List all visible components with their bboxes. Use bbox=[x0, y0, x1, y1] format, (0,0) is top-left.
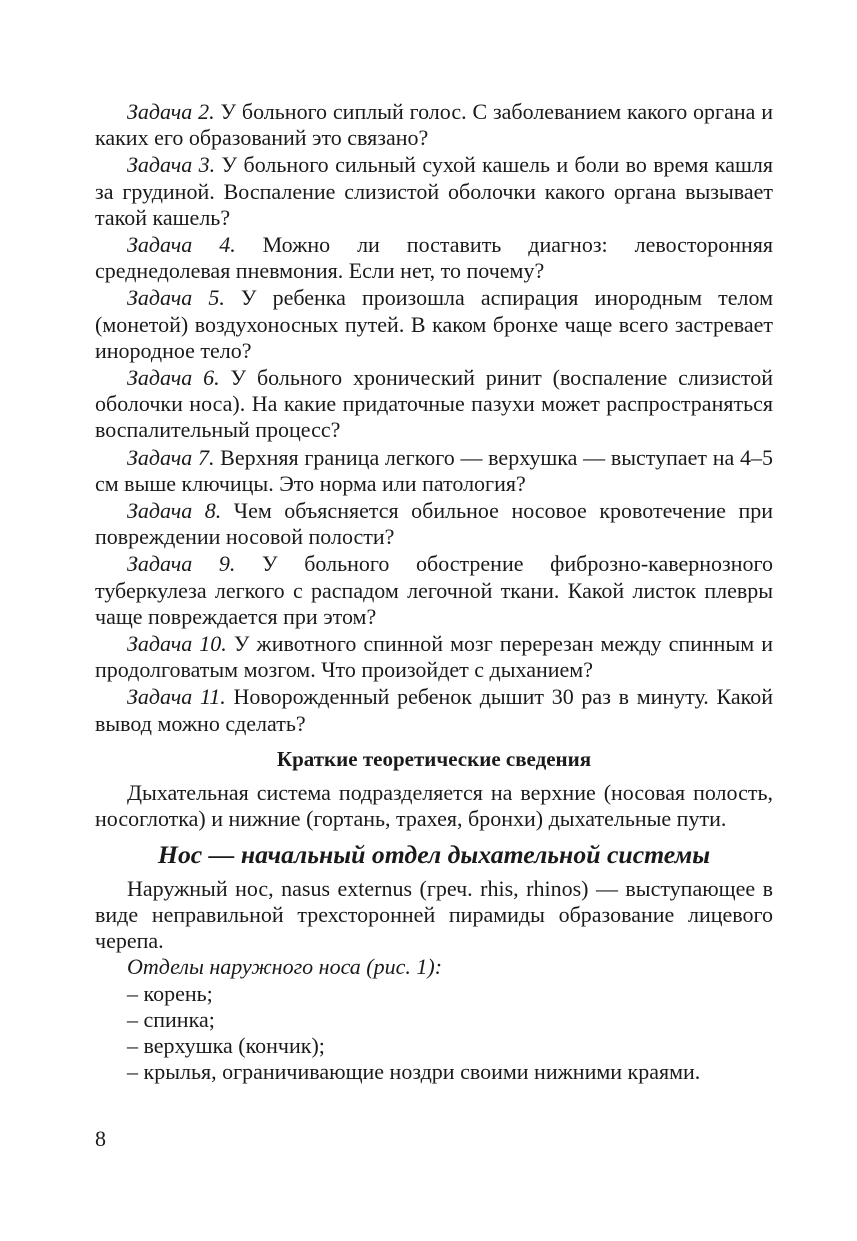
task-text: Новорожденный ребенок дышит 30 раз в минуту. Какой вывод можно сделать? bbox=[95, 684, 773, 736]
task-list bbox=[95, 99, 773, 737]
section-heading: Краткие теоретические сведения bbox=[276, 746, 592, 771]
task-paragraph bbox=[95, 232, 773, 284]
task-text: У больного обострение фиброзно-кавернозного туберкулеза легкого с распадом легочной ткани. Какой листок плевры чаще повреждается при этом? bbox=[95, 551, 774, 629]
nose-sections-list bbox=[95, 981, 773, 1086]
task-label: Задача 3. bbox=[127, 152, 216, 178]
list-item: – спинка; bbox=[127, 1006, 215, 1032]
task-label: Задача 11. bbox=[127, 684, 226, 710]
list-item: – крылья, ограничивающие ноздри своими нижними краями. bbox=[127, 1059, 701, 1085]
task-label: Задача 10. bbox=[127, 631, 227, 657]
task-label: Задача 2. bbox=[127, 99, 215, 124]
nose-paragraph: Наружный нос, nasus externus (греч. rhis, rhinos) — выступающее в виде неправильной трехсторонней пирамиды образование лицевого черепа. bbox=[95, 875, 773, 954]
list-item: – верхушка (кончик); bbox=[127, 1032, 325, 1058]
task-label: Задача 8. bbox=[127, 498, 222, 524]
task-paragraph bbox=[95, 285, 773, 364]
task-text: У больного сильный сухой кашель и боли во время кашля за грудиной. Воспаление слизистой оболочки какого органа вызывает такой кашель? bbox=[95, 152, 773, 230]
intro-paragraph: Дыхательная система подразделяется на верхние (носовая полость, носоглотка) и нижние (гортань, трахея, бронхи) дыхательные пути. bbox=[95, 780, 773, 832]
task-label: Задача 4. bbox=[127, 232, 236, 258]
task-paragraph bbox=[95, 631, 773, 683]
task-label: Задача 9. bbox=[127, 551, 236, 577]
task-text: У больного сиплый голос. С заболеванием какого органа и каких его образований это связано? bbox=[95, 99, 774, 151]
task-paragraph bbox=[95, 365, 773, 444]
task-text: Можно ли поставить диагноз: левосторонняя среднедолевая пневмония. Если нет, то почему? bbox=[95, 232, 774, 284]
task-label: Задача 6. bbox=[127, 365, 220, 391]
task-text: У больного хронический ринит (воспаление слизистой оболочки носа). На какие придаточные пазухи может распространяться воспалительный процесс? bbox=[95, 365, 774, 443]
page-content bbox=[95, 99, 773, 1085]
task-paragraph bbox=[95, 684, 773, 736]
task-text: У животного спинной мозг перерезан между спинным и продолговатым мозгом. Что произойдет с дыханием? bbox=[95, 631, 774, 683]
task-text: У ребенка произошла аспирация инородным телом (монетой) воздухоносных путей. В каком бронхе чаще всего застревает инородное тело? bbox=[95, 285, 774, 363]
task-text: Верхняя граница легкого — верхушка — выступает на 4–5 см выше ключицы. Это норма или патология? bbox=[95, 444, 773, 496]
list-title: Отделы наружного носа (рис. 1): bbox=[127, 954, 443, 980]
subsection-heading: Нос — начальный отдел дыхательной системы bbox=[157, 840, 711, 870]
page-number: 8 bbox=[95, 1126, 106, 1151]
task-text: Чем объясняется обильное носовое кровотечение при повреждении носовой полости? bbox=[95, 498, 774, 550]
list-item: – корень; bbox=[127, 980, 213, 1006]
task-paragraph bbox=[95, 551, 773, 630]
task-label: Задача 5. bbox=[127, 285, 225, 311]
task-paragraph bbox=[95, 152, 773, 231]
task-label: Задача 7. bbox=[127, 444, 215, 470]
task-paragraph bbox=[95, 445, 773, 497]
task-paragraph bbox=[95, 99, 773, 151]
task-paragraph bbox=[95, 498, 773, 550]
